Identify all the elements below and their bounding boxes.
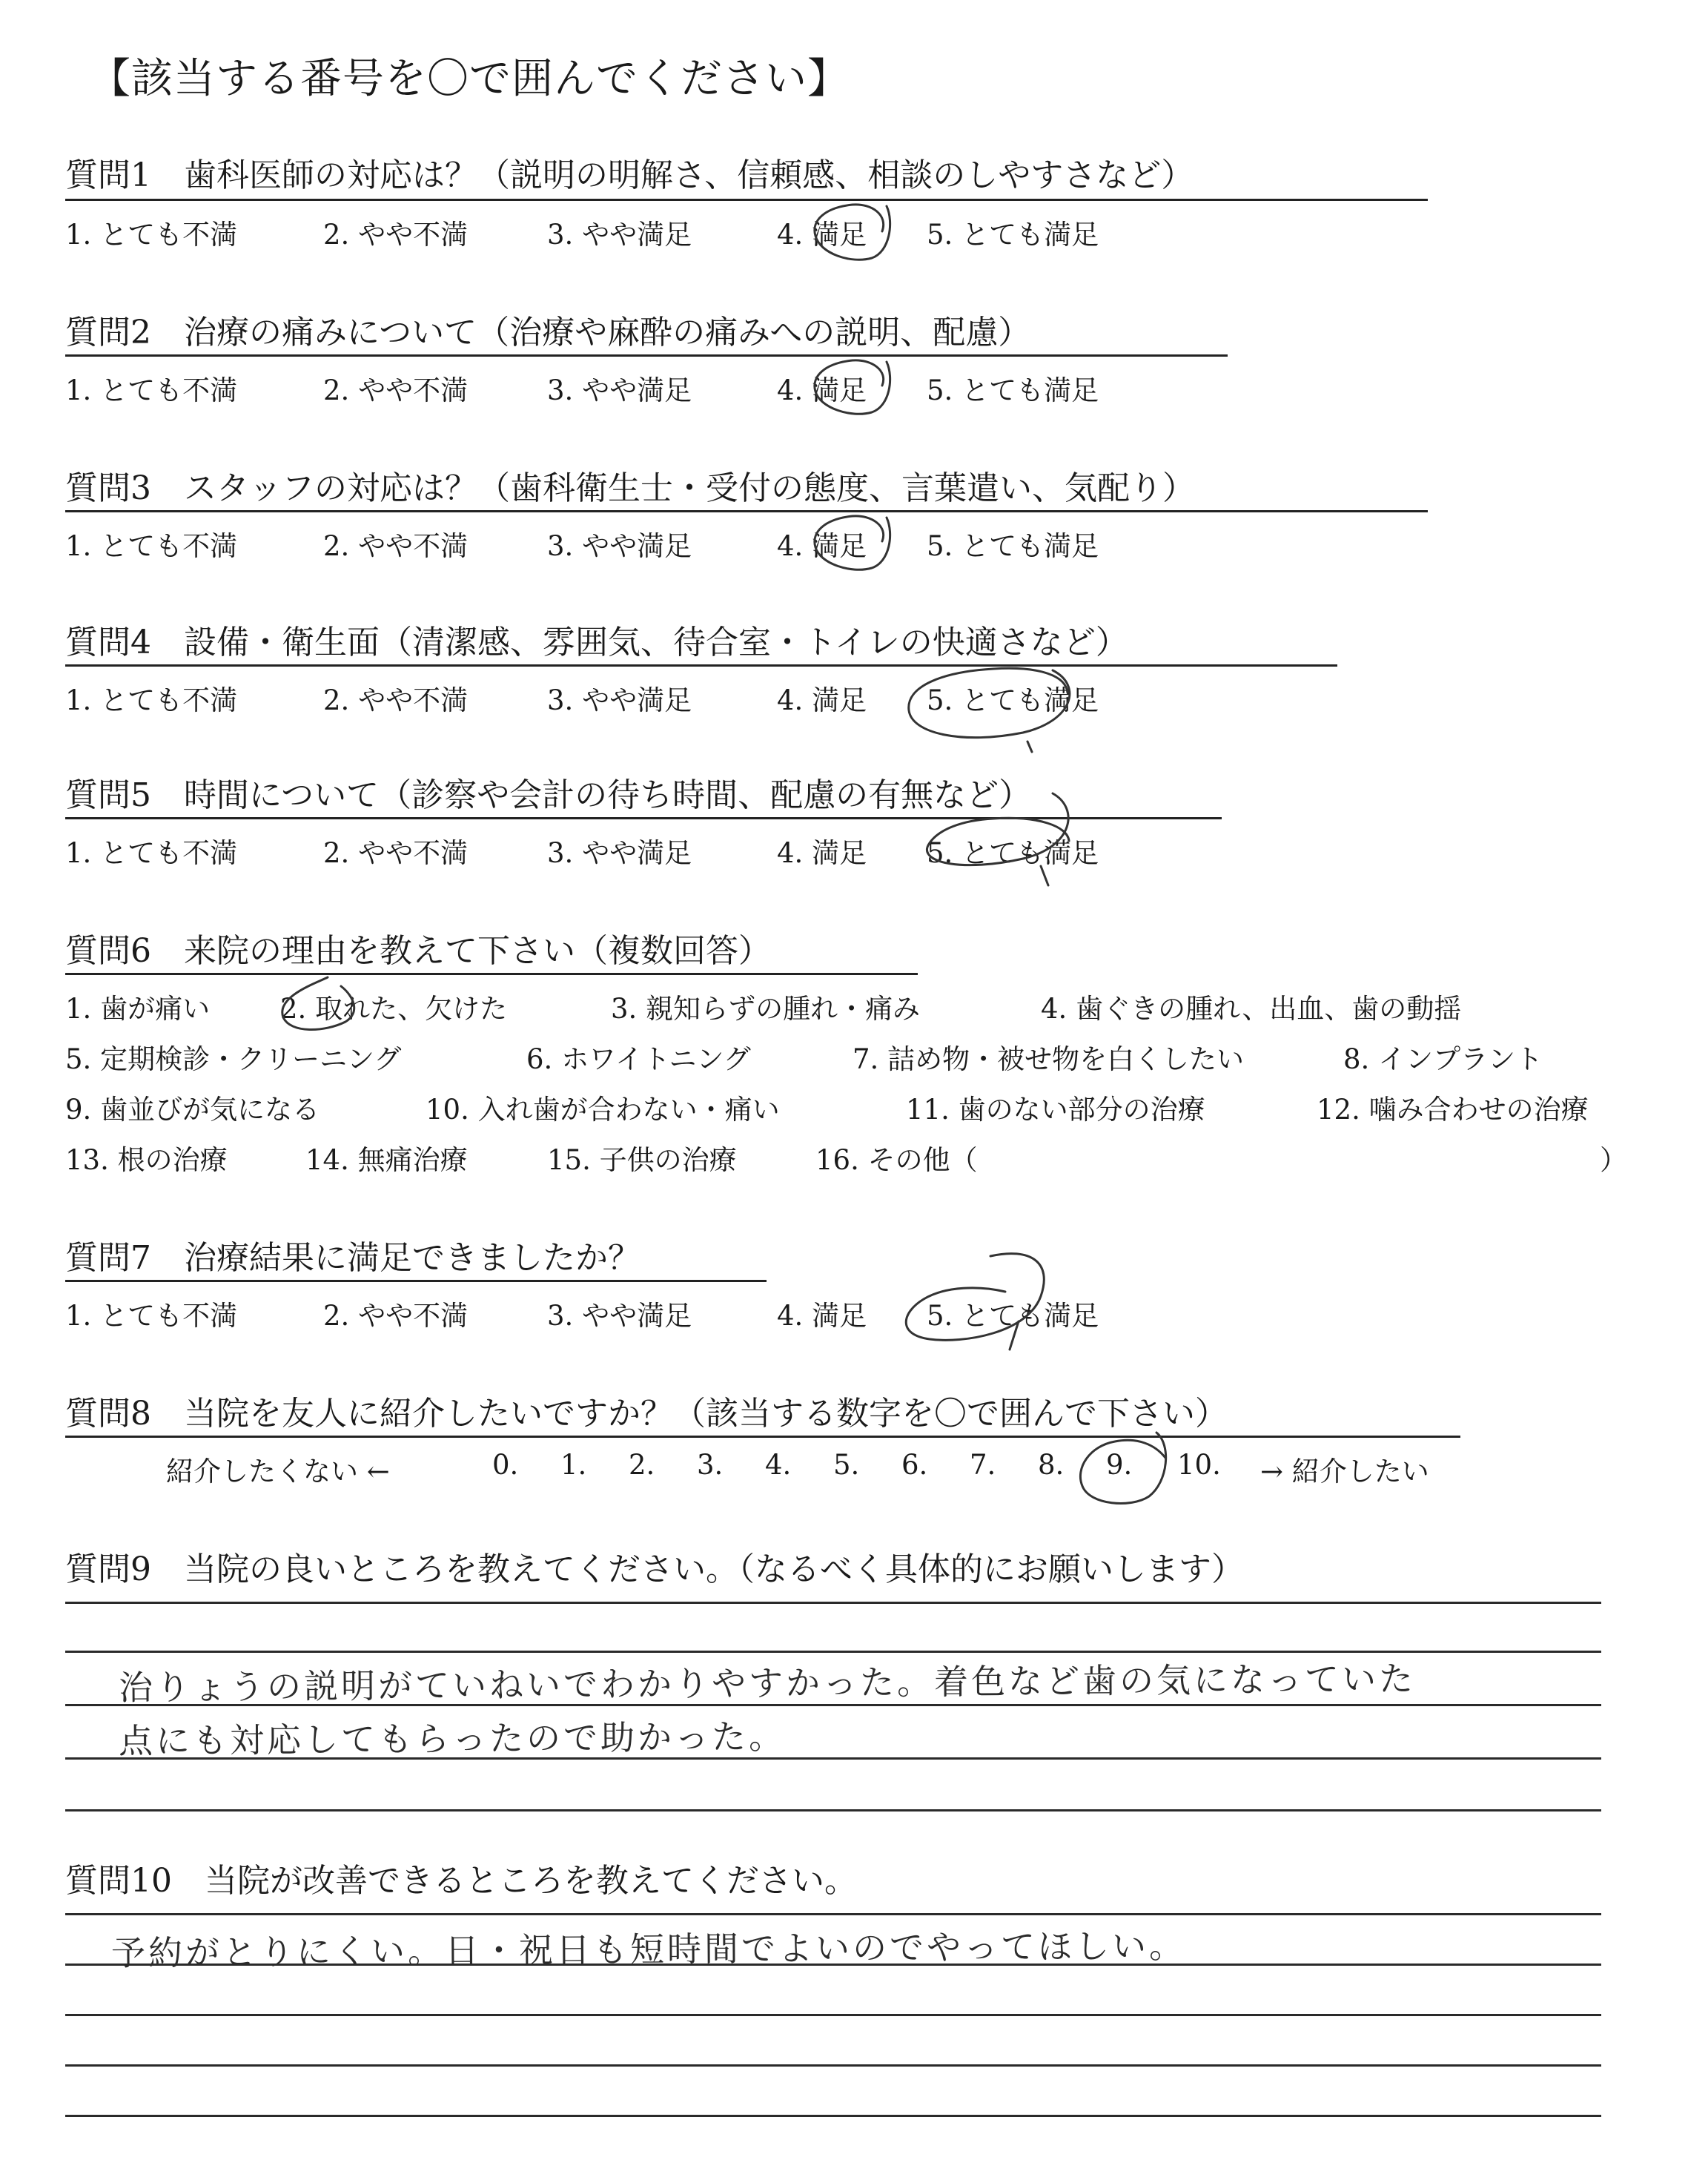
q8-scale-9[interactable]: 9. — [1106, 1449, 1133, 1481]
q6-option-15[interactable]: 15. 子供の治療 — [547, 1144, 737, 1176]
q6-option-7[interactable]: 7. 詰め物・被せ物を白くしたい — [853, 1043, 1245, 1075]
question-6-label: 質問6 — [65, 932, 151, 970]
q5-option-2[interactable]: 2. やや不満 — [323, 837, 469, 869]
q8-scale-5[interactable]: 5. — [833, 1449, 860, 1481]
question-3-label: 質問3 — [65, 469, 151, 507]
q5-option-1[interactable]: 1. とても不満 — [65, 837, 238, 869]
question-2-label: 質問2 — [65, 314, 151, 351]
question-9-text: 当院の良いところを教えてください。（なるべく具体的にお願いします） — [184, 1550, 1244, 1588]
question-4-text: 設備・衛生面（清潔感、雰囲気、待合室・トイレの快適さなど） — [184, 624, 1128, 661]
question-10-label: 質問10 — [65, 1862, 172, 1900]
question-5-heading — [65, 768, 1031, 816]
q1-option-5[interactable]: 5. とても満足 — [927, 219, 1099, 251]
question-1-text: 歯科医師の対応は？（説明の明解さ、信頼感、相談のしやすさなど） — [184, 156, 1194, 194]
question-4-heading — [65, 615, 1128, 663]
question-2-text: 治療の痛みについて（治療や麻酔の痛みへの説明、配慮） — [184, 314, 1031, 351]
q2-option-2[interactable]: 2. やや不満 — [323, 374, 469, 406]
q8-scale-1[interactable]: 1. — [560, 1449, 587, 1481]
q4-mark-tail — [1027, 742, 1032, 752]
q2-option-5[interactable]: 5. とても満足 — [927, 374, 1099, 406]
question-4-underline — [65, 664, 1337, 667]
question-1-underline — [65, 199, 1428, 201]
q5-option-4[interactable]: 4. 満足 — [777, 837, 867, 869]
q2-option-3[interactable]: 3. やや満足 — [547, 374, 692, 406]
q6-option-4[interactable]: 4. 歯ぐきの腫れ、出血、歯の動揺 — [1041, 993, 1462, 1025]
q8-scale-3[interactable]: 3. — [697, 1449, 724, 1481]
question-4-label: 質問4 — [65, 624, 151, 661]
q4-option-1[interactable]: 1. とても不満 — [65, 684, 238, 716]
q7-option-1[interactable]: 1. とても不満 — [65, 1300, 238, 1332]
q5-option-5[interactable]: 5. とても満足 — [927, 837, 1099, 869]
q9-handwritten-answer-line-1[interactable]: 治りょうの説明がていねいでわかりやすかった。着色など歯の気になっていた — [118, 1658, 1417, 1708]
q3-option-2[interactable]: 2. やや不満 — [323, 530, 469, 562]
q7-option-5[interactable]: 5. とても満足 — [927, 1300, 1099, 1332]
question-3-heading — [65, 461, 1195, 509]
q8-scale-8[interactable]: 8. — [1038, 1449, 1065, 1481]
q6-option-8[interactable]: 8. インプラント — [1343, 1043, 1543, 1075]
question-10-text: 当院が改善できるところを教えてください。 — [205, 1862, 857, 1900]
question-2-heading — [65, 305, 1030, 353]
q6-option-16[interactable]: 16. その他（ — [815, 1144, 978, 1176]
q8-scale-0[interactable]: 0. — [492, 1449, 519, 1481]
question-5-underline — [65, 817, 1222, 819]
q7-option-4[interactable]: 4. 満足 — [777, 1300, 867, 1332]
q10-answer-line-3 — [65, 2014, 1601, 2016]
q1-option-2[interactable]: 2. やや不満 — [323, 219, 469, 251]
q8-scale-10[interactable]: 10. — [1177, 1449, 1221, 1481]
question-8-underline — [65, 1436, 1460, 1438]
question-10-heading — [65, 1854, 857, 1901]
q6-option-12[interactable]: 12. 噛み合わせの治療 — [1317, 1094, 1589, 1126]
question-7-text: 治療結果に満足できましたか？ — [184, 1239, 640, 1277]
question-3-text: スタッフの対応は？（歯科衛生士・受付の態度、言葉遣い、気配り） — [184, 469, 1195, 507]
q10-handwritten-answer-line-1[interactable]: 予約がとりにくい。日・祝日も短時間でよいのでやってほしい。 — [110, 1925, 1187, 1973]
q6-option-13[interactable]: 13. 根の治療 — [65, 1144, 228, 1176]
q6-option-9[interactable]: 9. 歯並びが気になる — [65, 1094, 320, 1126]
q2-option-4[interactable]: 4. 満足 — [777, 374, 867, 406]
q7-option-3[interactable]: 3. やや満足 — [547, 1300, 692, 1332]
question-8-heading — [65, 1387, 1228, 1434]
q6-option-11[interactable]: 11. 歯のない部分の治療 — [906, 1094, 1205, 1126]
question-6-heading — [65, 924, 771, 971]
question-7-heading — [65, 1231, 640, 1278]
q6-option-14[interactable]: 14. 無痛治療 — [305, 1144, 468, 1176]
question-9-heading — [65, 1542, 1244, 1590]
q7-option-2[interactable]: 2. やや不満 — [323, 1300, 469, 1332]
question-6-underline — [65, 973, 918, 975]
question-7-underline — [65, 1280, 767, 1282]
question-1-heading — [65, 148, 1194, 196]
q8-scale-2[interactable]: 2. — [629, 1449, 655, 1481]
question-6-text: 来院の理由を教えて下さい（複数回答） — [184, 932, 771, 970]
q6-option-6[interactable]: 6. ホワイトニング — [526, 1043, 751, 1075]
q4-option-3[interactable]: 3. やや満足 — [547, 684, 692, 716]
q4-option-5[interactable]: 5. とても満足 — [927, 684, 1099, 716]
q4-option-2[interactable]: 2. やや不満 — [323, 684, 469, 716]
q3-option-1[interactable]: 1. とても不満 — [65, 530, 238, 562]
q10-answer-line-5 — [65, 2115, 1601, 2117]
q3-option-4[interactable]: 4. 満足 — [777, 530, 867, 562]
q6-option-10[interactable]: 10. 入れ歯が合わない・痛い — [426, 1094, 780, 1126]
question-8-label: 質問8 — [65, 1395, 151, 1433]
q1-option-4[interactable]: 4. 満足 — [777, 219, 867, 251]
q8-scale-4[interactable]: 4. — [765, 1449, 792, 1481]
q6-option-5[interactable]: 5. 定期検診・クリーニング — [65, 1043, 402, 1075]
q1-option-3[interactable]: 3. やや満足 — [547, 219, 692, 251]
question-3-underline — [65, 510, 1428, 512]
q6-option-3[interactable]: 3. 親知らずの腫れ・痛み — [611, 993, 921, 1025]
q10-answer-line-4 — [65, 2064, 1601, 2067]
q6-other-close-paren: ） — [1600, 1144, 1627, 1176]
q9-answer-line-1 — [65, 1602, 1601, 1604]
question-1-label: 質問1 — [65, 156, 151, 194]
q2-option-1[interactable]: 1. とても不満 — [65, 374, 238, 406]
q3-option-5[interactable]: 5. とても満足 — [927, 530, 1099, 562]
question-9-label: 質問9 — [65, 1550, 151, 1588]
q9-handwritten-answer-line-2[interactable]: 点にも対応してもらったので助かった。 — [118, 1716, 787, 1761]
form-title: 【該当する番号を〇で囲んでください】 — [89, 55, 850, 103]
question-2-underline — [65, 354, 1228, 357]
q8-scale-left-label: 紹介したくない ← — [166, 1456, 390, 1487]
q8-scale-6[interactable]: 6. — [901, 1449, 928, 1481]
q6-option-1[interactable]: 1. 歯が痛い — [65, 993, 211, 1025]
question-7-label: 質問7 — [65, 1239, 151, 1277]
q4-option-4[interactable]: 4. 満足 — [777, 684, 867, 716]
q10-answer-line-1 — [65, 1913, 1601, 1915]
q1-option-1[interactable]: 1. とても不満 — [65, 219, 238, 251]
question-5-label: 質問5 — [65, 776, 151, 814]
question-8-text: 当院を友人に紹介したいですか？（該当する数字を〇で囲んで下さい） — [184, 1395, 1228, 1433]
q5-option-3[interactable]: 3. やや満足 — [547, 837, 692, 869]
q6-option-2[interactable]: 2. 取れた、欠けた — [280, 993, 508, 1025]
q8-scale-right-label: → 紹介したい — [1260, 1456, 1429, 1487]
question-5-text: 時間について（診察や会計の待ち時間、配慮の有無など） — [184, 776, 1032, 814]
q8-scale-7[interactable]: 7. — [970, 1449, 996, 1481]
q9-answer-line-5 — [65, 1809, 1601, 1811]
q3-option-3[interactable]: 3. やや満足 — [547, 530, 692, 562]
